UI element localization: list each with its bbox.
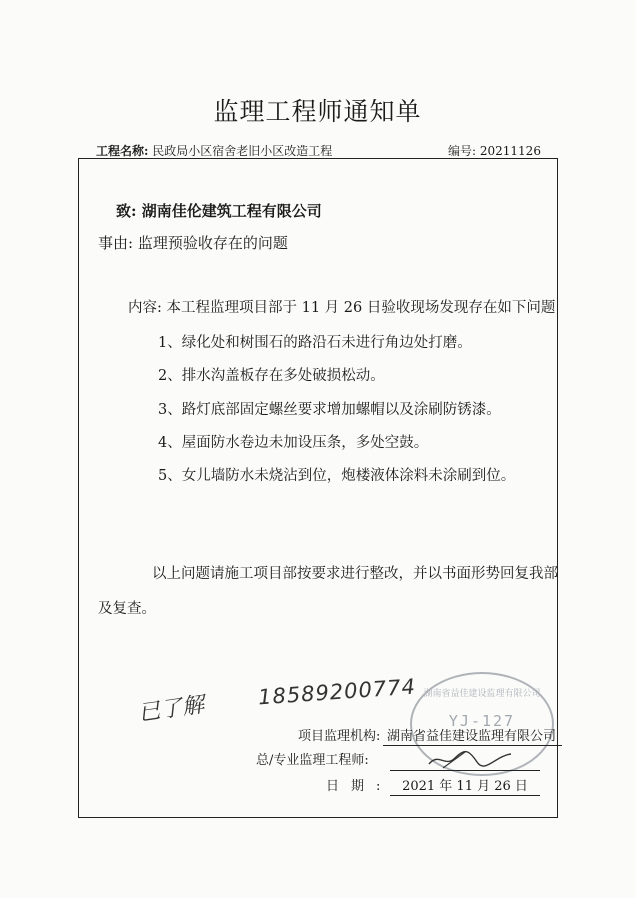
content-label: 内容: xyxy=(128,300,162,316)
recipient-line xyxy=(116,200,322,221)
issue-item-5: 5、女儿墙防水未烧沾到位，炮楼液体涂料未涂刷到位。 xyxy=(158,468,516,484)
engineer-label: 总/专业监理工程师: xyxy=(256,753,369,768)
date-value: 2021 年 11 月 26 日 xyxy=(390,775,540,796)
date-label: 日期: xyxy=(326,779,393,794)
document-title: 监理工程师通知单 xyxy=(213,97,422,126)
footer-line-2: 及复查。 xyxy=(98,601,156,617)
content-line xyxy=(128,296,555,317)
project-label: 工程名称: xyxy=(96,144,149,158)
recipient-label: 致: xyxy=(116,202,137,220)
project-name: 民政局小区宿舍老旧小区改造工程 xyxy=(152,144,333,158)
subject-label: 事由: xyxy=(98,234,134,252)
org-label: 项目监理机构: xyxy=(298,729,381,744)
handwritten-phone: 18589200774 xyxy=(257,674,417,710)
subject-line xyxy=(98,232,288,253)
org-value: 湖南省益佳建设监理有限公司 xyxy=(383,725,562,746)
issue-item-1: 1、绿化处和树围石的路沿石未进行角边处打磨。 xyxy=(158,335,472,351)
code-line xyxy=(448,142,541,159)
engineer-signature-icon xyxy=(425,746,515,772)
code-value: 20211126 xyxy=(479,144,541,158)
content-intro: 本工程监理项目部于 11 月 26 日验收现场发现存在如下问题 xyxy=(166,300,556,316)
code-label: 编号: xyxy=(448,144,477,158)
issue-item-4: 4、屋面防水卷边未加设压条，多处空鼓。 xyxy=(158,435,429,451)
footer-line-1: 以上问题请施工项目部按要求进行整改，并以书面形势回复我部 xyxy=(152,566,558,582)
recipient-value: 湖南佳伦建筑工程有限公司 xyxy=(141,202,322,220)
project-line xyxy=(96,142,332,159)
handwritten-note: 已了解 xyxy=(136,692,206,727)
stamp-ring-text: 湖南省益佳建设监理有限公司 xyxy=(423,689,541,699)
issue-item-3: 3、路灯底部固定螺丝要求增加螺帽以及涂刷防锈漆。 xyxy=(158,402,501,418)
issue-item-2: 2、排水沟盖板存在多处破损松动。 xyxy=(158,368,385,384)
stamp-code: YJ-127 xyxy=(448,712,516,730)
subject-value: 监理预验收存在的问题 xyxy=(137,234,288,252)
